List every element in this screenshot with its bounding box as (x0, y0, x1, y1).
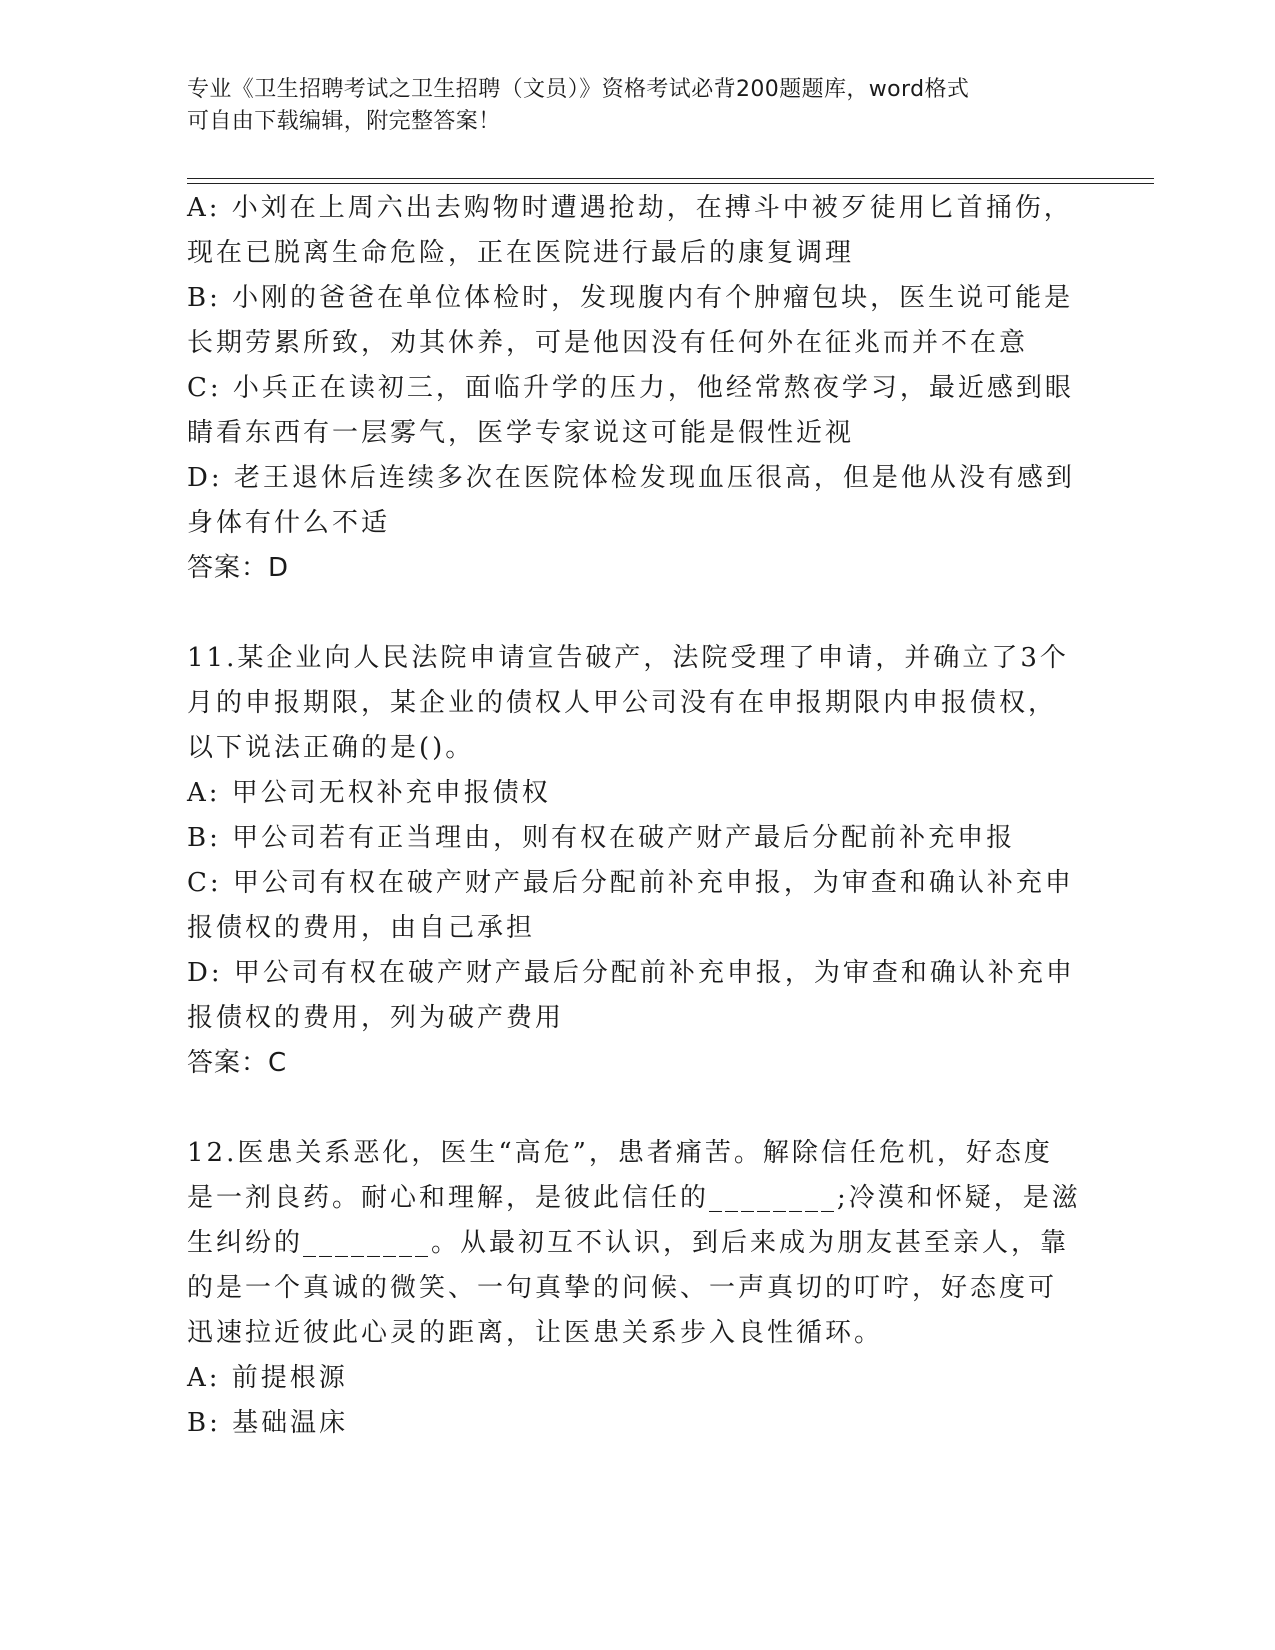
option-b: B: 甲公司若有正当理由，则有权在破产财产最后分配前补充申报 (187, 823, 1016, 853)
option-c-line-1: C: 甲公司有权在破产财产最后分配前补充申报，为审查和确认补充申 (187, 868, 1074, 898)
document-body (187, 186, 1087, 1446)
question-stem-line-5: 迅速拉近彼此心灵的距离，让医患关系步入良性循环。 (187, 1318, 884, 1348)
question-stem-line-3: 以下说法正确的是()。 (187, 733, 475, 763)
option-d-line-2: 身体有什么不适 (187, 508, 391, 538)
option-b-line-1: B: 小刚的爸爸在单位体检时，发现腹内有个肿瘤包块，医生说可能是 (187, 283, 1074, 313)
question-stem-line-1: 12.医患关系恶化，医生“高危”，患者痛苦。解除信任危机，好态度 (187, 1138, 1053, 1168)
question-12 (187, 1131, 1087, 1446)
option-a-line-2: 现在已脱离生命危险，正在医院进行最后的康复调理 (187, 238, 855, 268)
option-c-line-2: 报债权的费用，由自己承担 (187, 913, 536, 943)
question-stem-line-1: 11.某企业向人民法院申请宣告破产，法院受理了申请，并确立了3个 (187, 643, 1069, 673)
header-divider-bottom (187, 183, 1154, 184)
answer-label: 答案：C (187, 1048, 288, 1078)
spacer (187, 591, 1087, 636)
question-10 (187, 186, 1087, 591)
option-d-line-1: D: 甲公司有权在破产财产最后分配前补充申报，为审查和确认补充申 (187, 958, 1075, 988)
header-title-line-2: 可自由下载编辑，附完整答案！ (187, 109, 501, 134)
option-d-line-2: 报债权的费用，列为破产费用 (187, 1003, 565, 1033)
option-c-line-2: 睛看东西有一层雾气，医学专家说这可能是假性近视 (187, 418, 855, 448)
header-title-line-1: 专业《卫生招聘考试之卫生招聘（文员）》资格考试必背200题题库，word格式 (187, 77, 970, 102)
option-c-line-1: C: 小兵正在读初三，面临升学的压力，他经常熬夜学习，最近感到眼 (187, 373, 1074, 403)
option-a-line-1: A: 小刘在上周六出去购物时遭遇抢劫，在搏斗中被歹徒用匕首捅伤， (187, 193, 1073, 223)
question-11 (187, 636, 1087, 1086)
question-stem-line-4: 的是一个真诚的微笑、一句真挚的问候、一声真切的叮咛，好态度可 (187, 1273, 1058, 1303)
document-header (187, 74, 1067, 138)
question-stem-line-2: 月的申报期限，某企业的债权人甲公司没有在申报期限内申报债权， (187, 688, 1058, 718)
option-a: A: 前提根源 (187, 1363, 348, 1393)
option-d-line-1: D: 老王退休后连续多次在医院体检发现血压很高，但是他从没有感到 (187, 463, 1075, 493)
spacer (187, 1086, 1087, 1131)
option-b-line-2: 长期劳累所致，劝其休养，可是他因没有任何外在征兆而并不在意 (187, 328, 1029, 358)
option-a: A: 甲公司无权补充申报债权 (187, 778, 551, 808)
header-divider-top (187, 178, 1154, 179)
question-stem-line-3: 生纠纷的________。从最初互不认识，到后来成为朋友甚至亲人，靠 (187, 1228, 1070, 1258)
question-stem-line-2: 是一剂良药。耐心和理解，是彼此信任的________;冷漠和怀疑，是滋 (187, 1183, 1081, 1213)
option-b: B: 基础温床 (187, 1408, 349, 1438)
answer-label: 答案：D (187, 553, 290, 583)
